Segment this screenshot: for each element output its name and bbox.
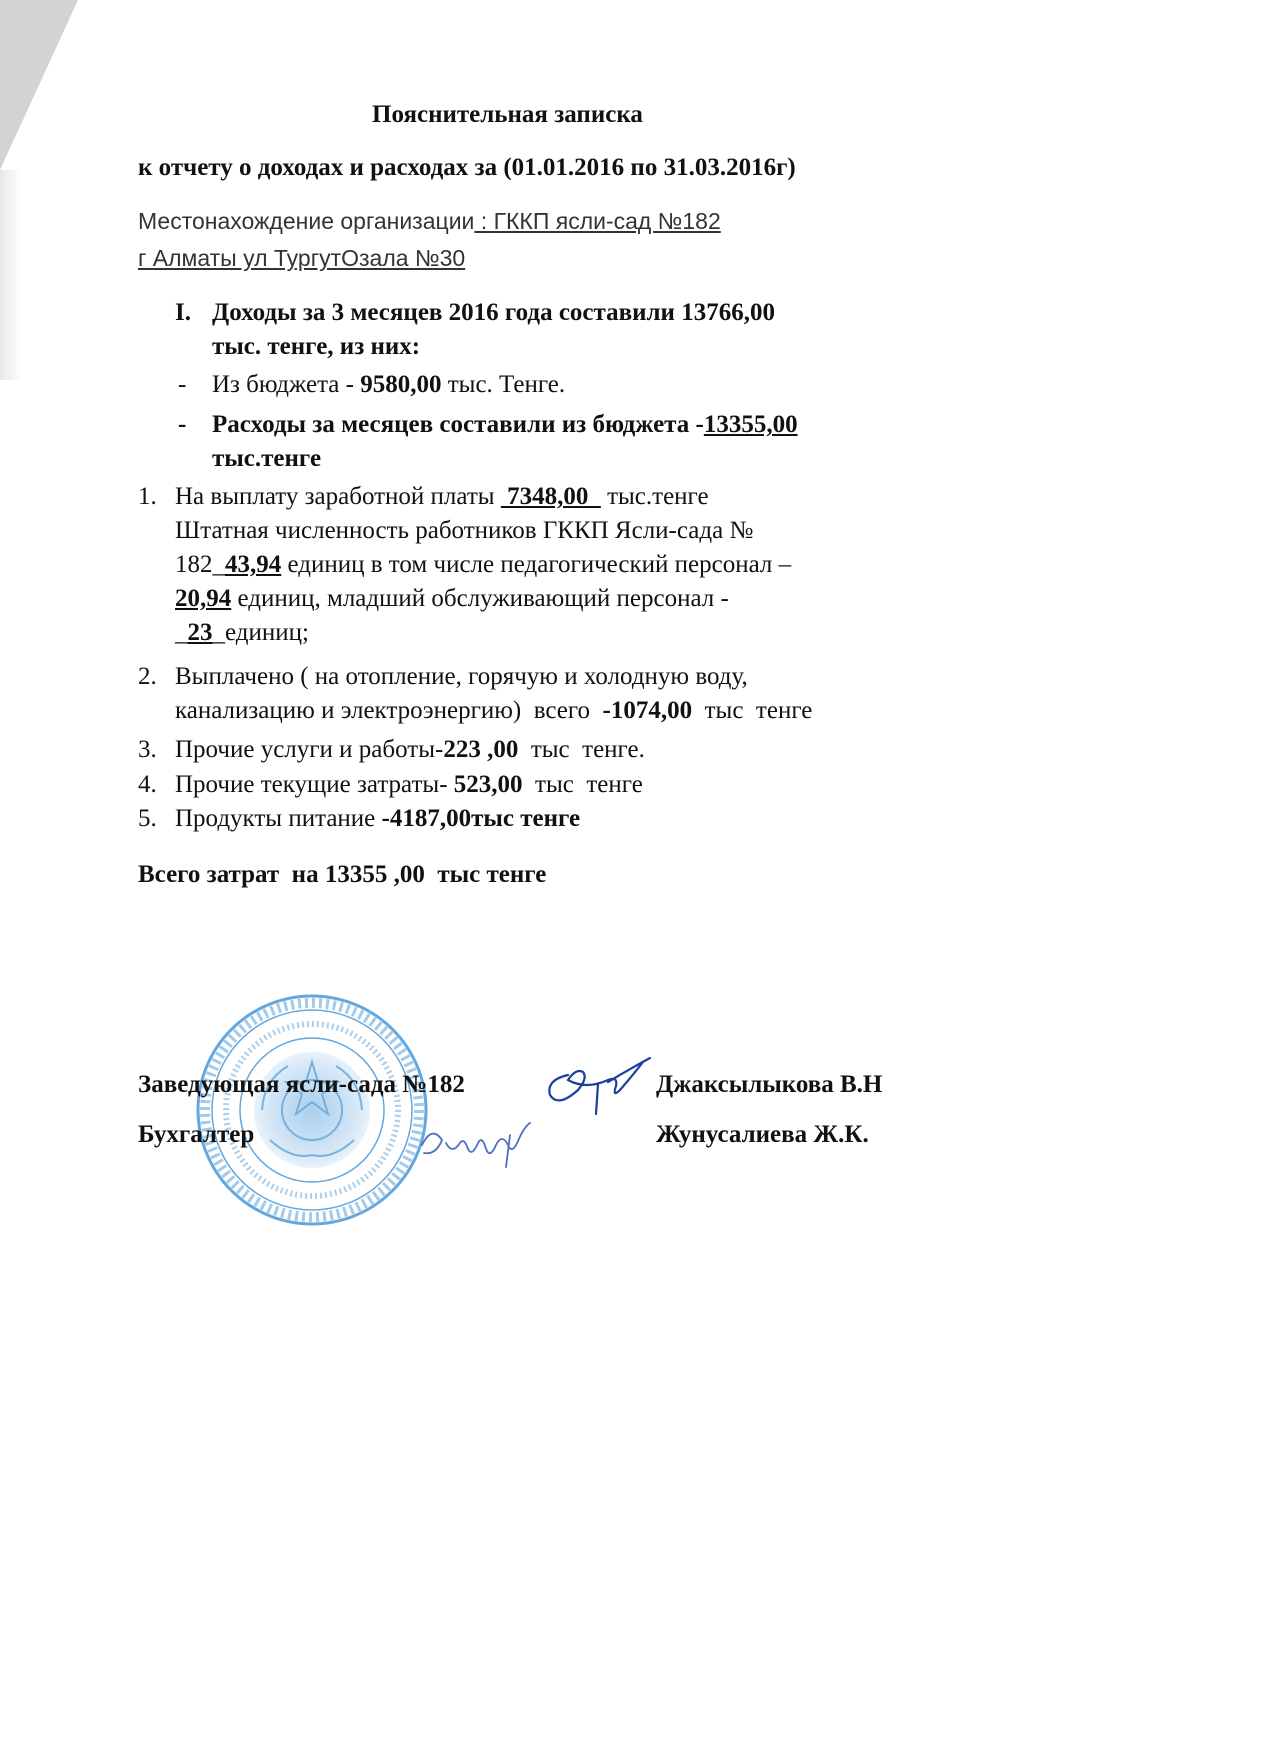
bullet-dash: -: [178, 371, 187, 398]
utilities-line-1: Выплачено ( на отопление, горячую и холодную воду,: [175, 663, 748, 690]
document-subtitle: к отчету о доходах и расходах за (01.01.2016 по 31.03.2016г): [138, 154, 796, 181]
services-suffix: тыс тенге.: [518, 736, 645, 763]
utilities-prefix: канализацию и электроэнергию) всего: [175, 697, 603, 724]
salary-prefix: На выплату заработной платы: [175, 483, 501, 510]
food-prefix: Продукты питание: [175, 805, 382, 832]
location-separator: :: [474, 208, 494, 234]
salary-value: 7348,00: [500, 483, 601, 510]
services-line: [175, 733, 645, 767]
budget-value: 9580,00: [360, 371, 442, 398]
section-marker: I.: [175, 299, 191, 326]
staff-prefix: 182_: [175, 551, 225, 578]
services-prefix: Прочие услуги и работы-: [175, 736, 444, 763]
staff-line-3: [175, 582, 729, 616]
location-address: г Алматы ул ТургутОзала №30: [138, 245, 466, 271]
current-costs-value: 523,00: [453, 771, 523, 798]
salary-line: [175, 480, 709, 514]
bullet-dash: -: [178, 411, 187, 438]
utilities-suffix: тыс тенге: [692, 697, 813, 724]
item-number: 5.: [138, 805, 157, 832]
head-name: Джаксылыкова В.Н: [656, 1071, 883, 1098]
item-number: 2.: [138, 663, 157, 690]
junior-value: 23: [187, 619, 213, 646]
staff-total-value: 43,94: [225, 551, 282, 578]
total-line: Всего затрат на 13355 ,00 тыс тенге: [138, 861, 547, 888]
location-label: Местонахождение организации: [138, 208, 475, 234]
budget-line: [212, 368, 565, 402]
salary-suffix: тыс.тенге: [600, 483, 709, 510]
head-signature: [538, 1050, 658, 1120]
accountant-role: Бухгалтер: [138, 1121, 255, 1148]
document-title: Пояснительная записка: [372, 101, 643, 128]
junior-suffix: _единиц;: [212, 619, 309, 646]
expenses-line-1: [212, 408, 798, 442]
staff-line-4: [175, 616, 309, 650]
current-costs-line: [175, 768, 643, 802]
expenses-line-2: тыс.тенге: [212, 445, 322, 472]
head-role: Заведующая ясли-сада №182: [138, 1071, 465, 1098]
utilities-value: -1074,00: [602, 697, 693, 724]
budget-suffix: тыс. Тенге.: [441, 371, 566, 398]
accountant-name: Жунусалиева Ж.К.: [656, 1121, 869, 1148]
budget-prefix: Из бюджета -: [212, 371, 361, 398]
junior-prefix: _: [175, 619, 188, 646]
item-number: 1.: [138, 483, 157, 510]
expenses-prefix: Расходы за месяцев составили из бюджета -: [212, 411, 704, 438]
location-org: ГККП ясли-сад №182: [493, 208, 721, 234]
food-line: [175, 802, 580, 836]
food-value: -4187,00тыс тенге: [381, 805, 581, 832]
utilities-line-2: [175, 694, 812, 728]
expenses-value: 13355,00: [703, 411, 798, 438]
staff-suffix: единиц в том числе педагогический персонал –: [281, 551, 792, 578]
income-line-2: тыс. тенге, из них:: [212, 333, 421, 360]
teachers-value: 20,94: [175, 585, 232, 612]
accountant-signature: [412, 1115, 542, 1175]
item-number: 4.: [138, 771, 157, 798]
item-number: 3.: [138, 736, 157, 763]
income-line-1: Доходы за 3 месяцев 2016 года составили 13766,00: [212, 299, 775, 326]
location-line-1: [138, 204, 721, 238]
services-value: 223 ,00: [443, 736, 519, 763]
current-costs-suffix: тыс тенге: [522, 771, 643, 798]
staff-line-1: Штатная численность работников ГККП Ясли-сада №: [175, 517, 754, 544]
organization-seal: [192, 990, 432, 1230]
staff-line-2: [175, 548, 791, 582]
teachers-suffix: единиц, младший обслуживающий персонал -: [231, 585, 729, 612]
current-costs-prefix: Прочие текущие затраты-: [175, 771, 454, 798]
